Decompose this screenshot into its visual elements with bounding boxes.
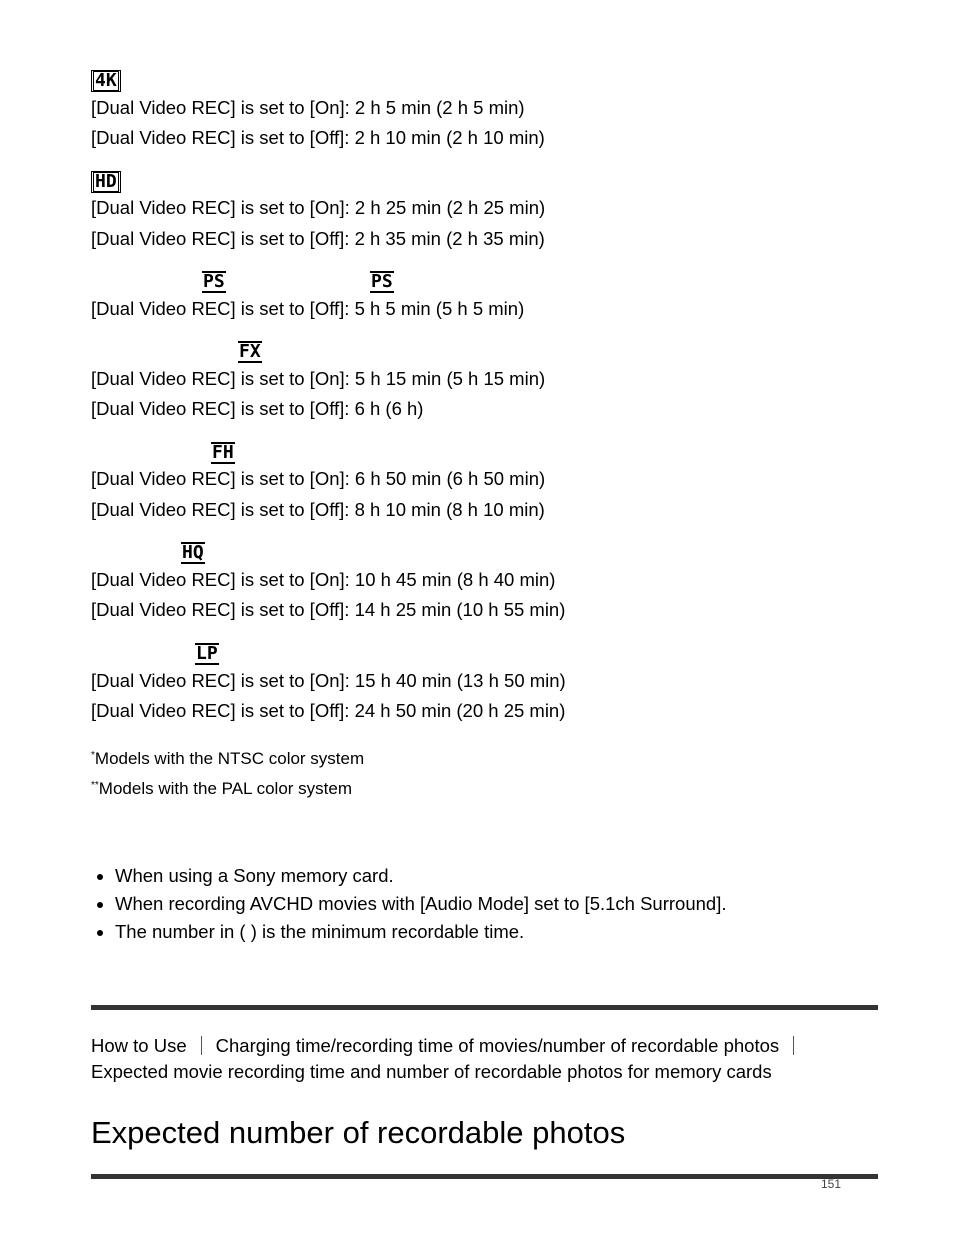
dual-rec-off-ps: [Dual Video REC] is set to [Off]: 5 h 5 min (5 h 5 min) <box>91 298 525 319</box>
hq-format-icon: HQ <box>182 542 204 563</box>
list-item: • When using a Sony memory card. <box>115 862 726 890</box>
dual-rec-off-lp: [Dual Video REC] is set to [Off]: 24 h 50 min (20 h 25 min) <box>91 700 566 721</box>
breadcrumb <box>91 1033 831 1085</box>
dual-rec-on-fh: [Dual Video REC] is set to [On]: 6 h 50 min (6 h 50 min) <box>91 468 546 489</box>
dual-rec-off-hq: [Dual Video REC] is set to [Off]: 14 h 25 min (10 h 55 min) <box>91 599 566 620</box>
dual-rec-off-4k: [Dual Video REC] is set to [Off]: 2 h 10 min (2 h 10 min) <box>91 127 545 148</box>
list-item: • The number in ( ) is the minimum recordable time. <box>115 918 726 946</box>
footnote-pal: **Models with the PAL color system <box>91 779 353 798</box>
fh-format-icon: FH <box>212 442 234 463</box>
dual-rec-off-hd: [Dual Video REC] is set to [Off]: 2 h 35 min (2 h 35 min) <box>91 228 545 249</box>
notes-list <box>91 862 726 946</box>
dual-rec-off-fh: [Dual Video REC] is set to [Off]: 8 h 10 min (8 h 10 min) <box>91 499 545 520</box>
breadcrumb-separator <box>793 1036 794 1055</box>
page-title: Expected number of recordable photos <box>91 1115 626 1150</box>
lp-format-icon: LP <box>196 643 218 664</box>
footnote-ntsc: *Models with the NTSC color system <box>91 749 365 768</box>
4k-format-icon: 4K <box>91 70 121 92</box>
hd-format-icon: HD <box>91 171 121 193</box>
breadcrumb-item[interactable]: Expected movie recording time and number of recordable photos for memory cards <box>91 1061 772 1082</box>
dual-rec-on-hd: [Dual Video REC] is set to [On]: 2 h 25 min (2 h 25 min) <box>91 197 546 218</box>
ps-format-icon: PS <box>203 271 225 292</box>
breadcrumb-separator <box>201 1036 202 1055</box>
fx-format-icon: FX <box>239 341 261 362</box>
breadcrumb-item[interactable]: How to Use <box>91 1035 187 1056</box>
list-item: • When recording AVCHD movies with [Audio Mode] set to [5.1ch Surround]. <box>115 890 726 918</box>
dual-rec-off-fx: [Dual Video REC] is set to [Off]: 6 h (6 h) <box>91 398 424 419</box>
page-number: 151 <box>821 1177 842 1191</box>
ps-format-icon: PS <box>371 271 393 292</box>
title-underline <box>91 1174 878 1179</box>
breadcrumb-item[interactable]: Charging time/recording time of movies/number of recordable photos <box>215 1035 780 1056</box>
dual-rec-on-fx: [Dual Video REC] is set to [On]: 5 h 15 min (5 h 15 min) <box>91 368 546 389</box>
section-divider <box>91 1005 878 1010</box>
dual-rec-on-4k: [Dual Video REC] is set to [On]: 2 h 5 min (2 h 5 min) <box>91 97 525 118</box>
dual-rec-on-lp: [Dual Video REC] is set to [On]: 15 h 40 min (13 h 50 min) <box>91 670 566 691</box>
dual-rec-on-hq: [Dual Video REC] is set to [On]: 10 h 45 min (8 h 40 min) <box>91 569 556 590</box>
